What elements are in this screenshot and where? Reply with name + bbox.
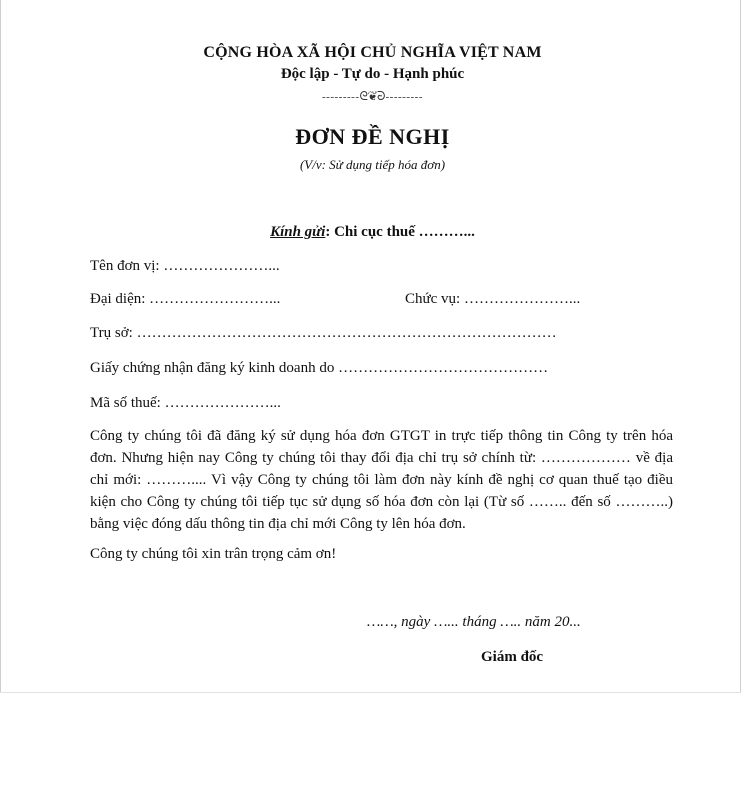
national-title: CỘNG HÒA XÃ HỘI CHỦ NGHĨA VIỆT NAM <box>203 44 542 61</box>
representative-field: Đại diện: ……………………... <box>90 291 281 307</box>
company-name-field: Tên đơn vị: …………………... <box>90 258 280 274</box>
recipient-text: : Chi cục thuế ………... <box>325 224 475 240</box>
address-field: Trụ sở: ………………………………………………………………………… <box>90 325 557 341</box>
date-line: ……, ngày …... tháng ….. năm 20... <box>367 614 581 630</box>
document-subtitle: (V/v: Sử dụng tiếp hóa đơn) <box>299 157 446 172</box>
ornament-divider <box>0 89 745 104</box>
body-paragraph: Công ty chúng tôi đã đăng ký sử dụng hóa đơn GTGT in trực tiếp thông tin Công ty trên hóa đơn. Nhưng hiện nay Công ty chúng tôi thay đổi địa chỉ trụ sở chính từ: ……………… về địa chỉ mới: ……….... Vì vậy Công ty chúng tôi làm đơn này kính đề nghị cơ quan thuế tạo điều kiện cho Công ty chúng tôi tiếp tục sử dụng số hóa đơn còn lại (Từ số …….. đến số ………..) bằng việc đóng dấu thông tin địa chỉ mới Công ty lên hóa đơn. <box>90 428 673 532</box>
national-motto: Độc lập - Tự do - Hạnh phúc <box>280 66 465 82</box>
thanks-line: Công ty chúng tôi xin trân trọng cảm ơn! <box>90 546 337 562</box>
recipient-line <box>0 224 745 241</box>
ornament-icon: ᘓ❦ᘒ <box>359 89 386 103</box>
document-title: ĐƠN ĐỀ NGHỊ <box>295 124 450 149</box>
tax-code-field: Mã số thuế: …………………... <box>90 395 281 411</box>
divider-right: --------- <box>385 91 423 103</box>
signer-title: Giám đốc <box>481 649 544 665</box>
page-bottom-edge <box>0 692 741 693</box>
recipient-label: Kính gửi <box>270 224 326 240</box>
position-field: Chức vụ: …………………... <box>405 291 581 307</box>
divider-left: --------- <box>322 91 360 103</box>
business-license-field: Giấy chứng nhận đăng ký kinh doanh do …………………………………… <box>90 360 549 376</box>
